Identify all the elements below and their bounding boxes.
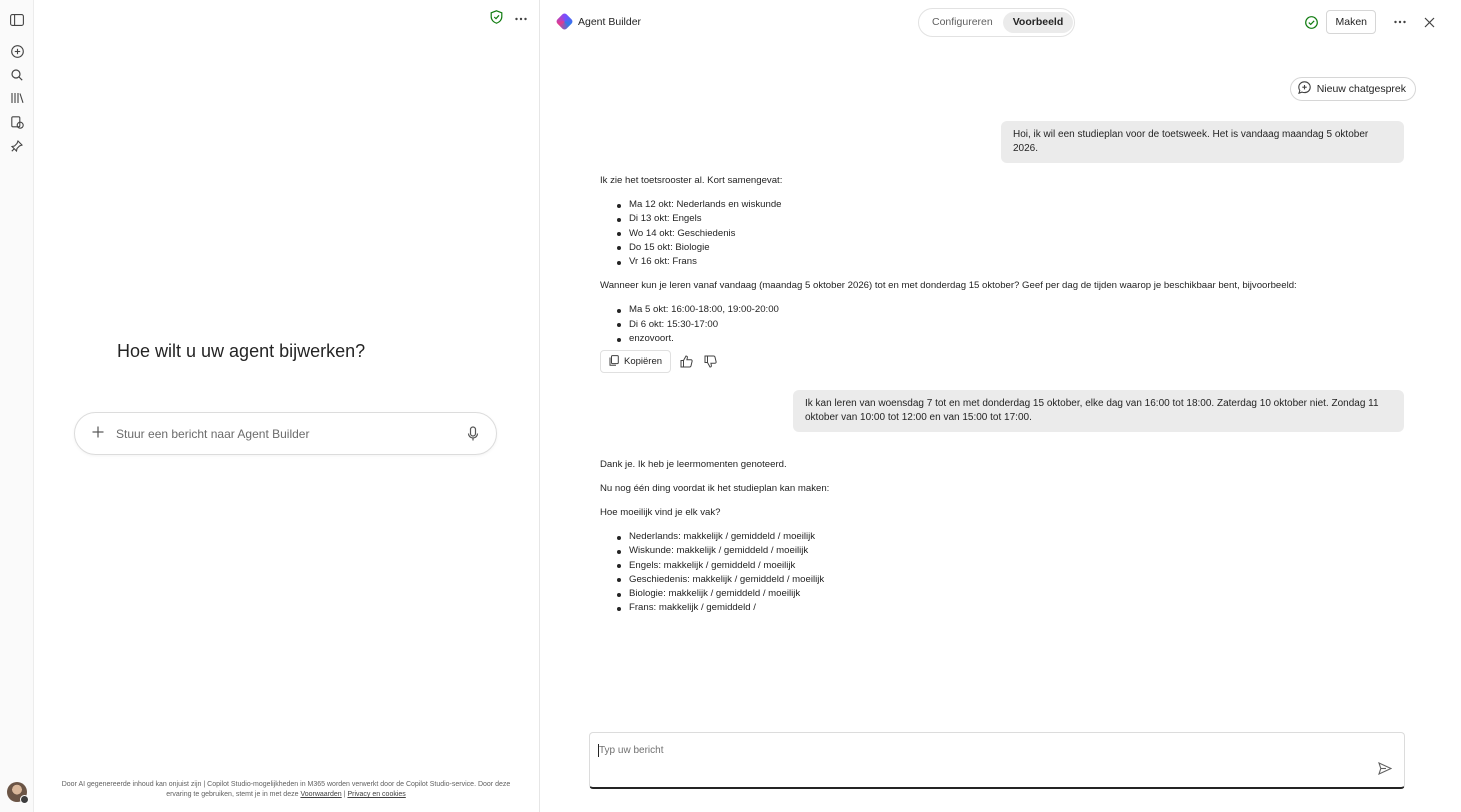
bot-text: Dank je. Ik heb je leermomenten genoteerd. [600,459,787,470]
copilot-logo-icon [555,12,573,30]
thumbs-down-icon[interactable] [701,353,719,371]
user-message: Hoi, ik wil een studieplan voor de toetsweek. Het is vandaag maandag 5 oktober 2026. [1001,121,1404,163]
pin-icon[interactable] [9,138,25,154]
list-item: Wo 14 okt: Geschiedenis [600,227,1380,241]
message-composer[interactable] [589,732,1405,789]
list-item: Do 15 okt: Biologie [600,241,1380,255]
bot-intro: Ik zie het toetsrooster al. Kort samengevat: [600,175,783,186]
left-panel-toolbar [490,10,527,27]
status-indicator [20,795,29,804]
privacy-link[interactable]: Privacy en cookies [347,791,406,798]
header-actions [1305,10,1437,34]
thumbs-up-icon[interactable] [677,353,695,371]
list-item: Di 13 okt: Engels [600,212,1380,226]
close-icon[interactable] [1421,14,1437,30]
list-item: Biologie: makkelijk / gemiddeld / moeilijk [600,587,1380,601]
page-title: Hoe wilt u uw agent bijwerken? [117,341,366,361]
left-rail [0,0,34,812]
list-item: Geschiedenis: makkelijk / gemiddeld / moeilijk [600,573,1380,587]
bot-question: Wanneer kun je leren vanaf vandaag (maandag 5 oktober 2026) tot en met donderdag 15 oktober? Geef per dag de tijden waarop je beschikbaar bent, bijvoorbeeld: [600,280,1297,292]
list-item: Frans: makkelijk / gemiddeld / [600,601,1380,615]
list-item: enzovoort. [600,332,1380,346]
shield-check-icon[interactable] [490,10,503,27]
copy-icon [609,355,619,369]
schedule-list [600,198,1380,269]
agent-builder-chat-panel [34,0,540,812]
new-chat-icon[interactable] [9,43,25,59]
bot-message [600,174,1380,346]
example-list [600,303,1380,346]
list-item: Nederlands: makkelijk / gemiddeld / moeilijk [600,530,1380,544]
list-item: Ma 5 okt: 16:00-18:00, 19:00-20:00 [600,303,1380,317]
message-actions [600,350,719,373]
preview-header [541,0,1461,44]
bot-text: Nu nog één ding voordat ik het studieplan kan maken: [600,483,830,494]
subject-difficulty-list [600,530,1380,616]
composer-placeholder: Typ uw bericht [599,745,664,756]
mode-tabs [918,8,1075,37]
new-chat-button[interactable] [1290,77,1416,101]
bot-text: Hoe moeilijk vind je elk vak? [600,507,721,518]
agents-icon[interactable] [9,114,25,130]
bot-message [600,458,1380,616]
copy-label: Kopiëren [624,356,663,367]
copy-button[interactable] [600,350,671,373]
search-icon[interactable] [9,67,25,83]
list-item: Di 6 okt: 15:30-17:00 [600,318,1380,332]
list-item: Vr 16 okt: Frans [600,255,1380,269]
new-chat-label: Nieuw chatgesprek [1316,83,1406,95]
app-title: Agent Builder [578,15,642,28]
create-button[interactable]: Maken [1326,10,1376,34]
sidebar-toggle-icon[interactable] [9,12,25,28]
input-placeholder: Stuur een bericht naar Agent Builder [116,427,310,441]
microphone-icon[interactable] [466,426,482,442]
footer-separator: | [343,791,346,798]
new-chat-icon [1298,81,1311,97]
more-options-icon[interactable] [1392,14,1408,30]
agent-builder-message-input[interactable] [74,412,497,455]
library-icon[interactable] [9,90,25,106]
send-icon[interactable] [1378,762,1394,778]
list-item: Ma 12 okt: Nederlands en wiskunde [600,198,1380,212]
app-brand [558,15,641,28]
user-message: Ik kan leren van woensdag 7 tot en met donderdag 15 oktober, elke dag van 16:00 tot 18:00. Zaterdag 10 oktober niet. Zondag 11 oktober van 10:00 tot 12:00 en van 15:00 tot 17:00. [793,390,1404,432]
preview-panel [541,0,1461,812]
list-item: Wiskunde: makkelijk / gemiddeld / moeilijk [600,544,1380,558]
tab-voorbeeld[interactable]: Voorbeeld [1003,12,1074,33]
check-circle-icon [1305,15,1319,29]
add-attachment-icon[interactable] [91,425,107,441]
more-options-icon[interactable] [515,13,527,24]
disclaimer-text: Door AI gegenereerde inhoud kan onjuist zijn | Copilot Studio-mogelijkheden in M365 worden verwerkt door de Copilot Studio-service. Door deze ervaring te gebruiken, stemt je in met deze [61,781,511,798]
list-item: Engels: makkelijk / gemiddeld / moeilijk [600,559,1380,573]
terms-link[interactable]: Voorwaarden [300,791,342,798]
disclaimer-footer [58,780,514,800]
tab-configureren[interactable]: Configureren [932,16,993,28]
avatar[interactable] [7,782,27,802]
